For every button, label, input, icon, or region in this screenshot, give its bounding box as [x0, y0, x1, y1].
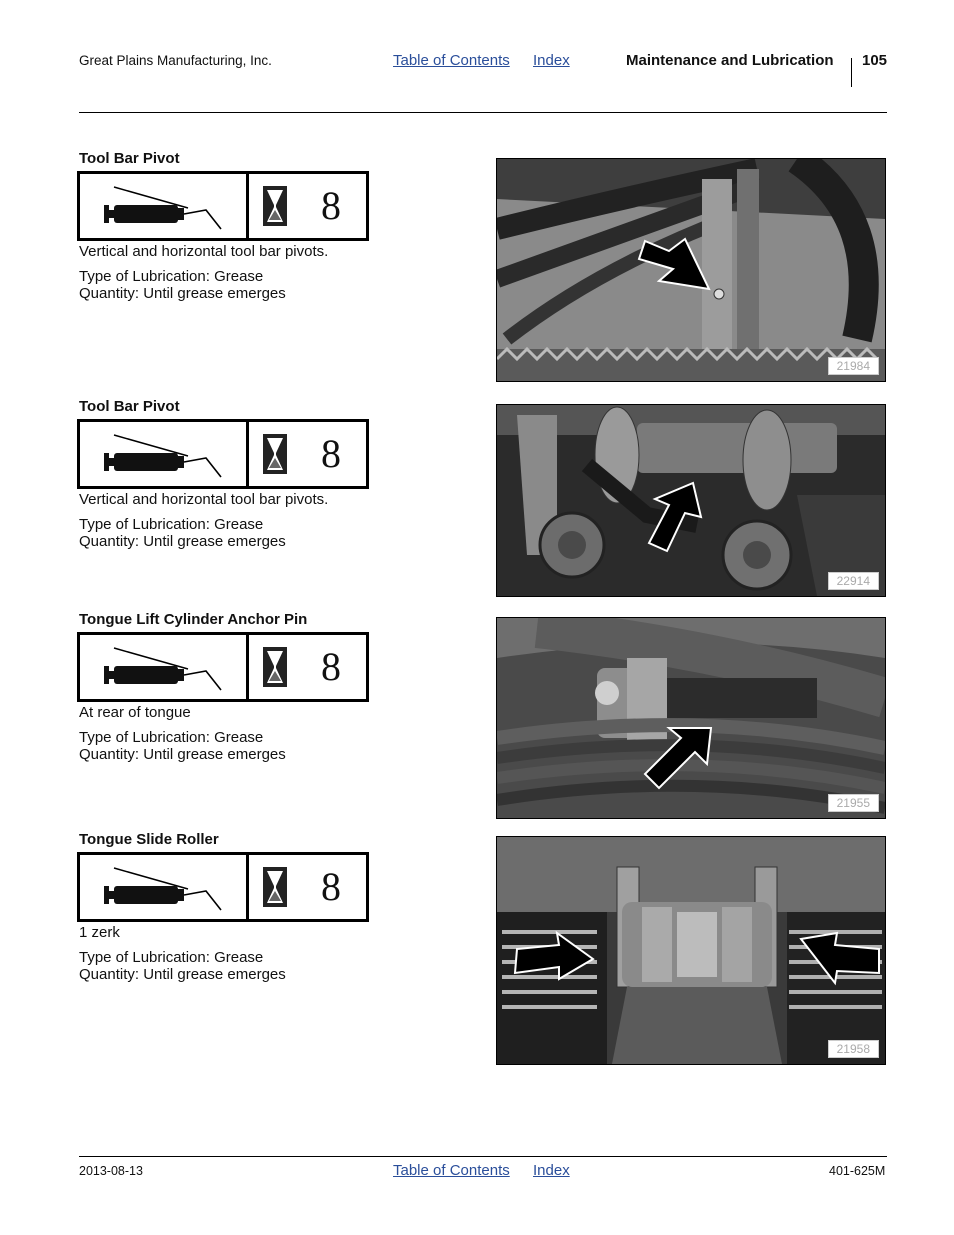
photo-image [497, 837, 885, 1064]
lubrication-symbol-box [77, 171, 369, 241]
page-number: 105 [862, 52, 888, 69]
item-title: Tongue Slide Roller [79, 831, 219, 848]
hourglass-icon [263, 867, 287, 907]
interval-hours: 8 [321, 644, 341, 689]
company-name: Great Plains Manufacturing, Inc. [79, 53, 272, 68]
item-description: At rear of tongue [79, 704, 191, 721]
header-toc-link[interactable]: Table of Contents [393, 52, 510, 69]
figure-number: 21955 [828, 794, 879, 812]
footer-toc-link[interactable]: Table of Contents [393, 1162, 510, 1179]
figure-number: 22914 [828, 572, 879, 590]
lubrication-quantity: Quantity: Until grease emerges [79, 285, 286, 302]
header-rule [79, 112, 887, 113]
photo-image [497, 618, 885, 818]
header-divider [851, 58, 852, 87]
item-title: Tongue Lift Cylinder Anchor Pin [79, 611, 308, 628]
grease-gun-icon [80, 635, 246, 699]
publication-date: 2013-08-13 [79, 1164, 143, 1178]
lubrication-type: Type of Lubrication: Grease [79, 268, 264, 285]
interval-cell [249, 422, 366, 486]
grease-gun-icon [80, 855, 246, 919]
interval-hours: 8 [321, 431, 341, 476]
item-title: Tool Bar Pivot [79, 398, 180, 415]
footer-rule [79, 1156, 887, 1157]
hourglass-icon [263, 186, 287, 226]
header-index-link[interactable]: Index [533, 52, 570, 69]
lubrication-symbol-box [77, 852, 369, 922]
lubrication-type: Type of Lubrication: Grease [79, 949, 264, 966]
grease-gun-cell [80, 855, 249, 919]
interval-cell [249, 635, 366, 699]
figure-photo [496, 617, 886, 819]
grease-gun-icon [80, 422, 246, 486]
item-title: Tool Bar Pivot [79, 150, 180, 167]
lubrication-quantity: Quantity: Until grease emerges [79, 533, 286, 550]
footer-index-link[interactable]: Index [533, 1162, 570, 1179]
grease-gun-cell [80, 422, 249, 486]
photo-image [497, 159, 885, 381]
lubrication-symbol-box [77, 632, 369, 702]
lubrication-quantity: Quantity: Until grease emerges [79, 746, 286, 763]
lubrication-symbol-box [77, 419, 369, 489]
hourglass-icon [263, 647, 287, 687]
section-title: Maintenance and Lubrication [626, 52, 834, 69]
figure-photo [496, 404, 886, 597]
grease-gun-icon [80, 174, 246, 238]
grease-gun-cell [80, 174, 249, 238]
item-description: Vertical and horizontal tool bar pivots. [79, 491, 329, 508]
item-description: 1 zerk [79, 924, 120, 941]
interval-hours: 8 [321, 183, 341, 228]
grease-gun-cell [80, 635, 249, 699]
document-number: 401-625M [829, 1164, 886, 1178]
lubrication-type: Type of Lubrication: Grease [79, 516, 264, 533]
figure-photo [496, 836, 886, 1065]
figure-number: 21984 [828, 357, 879, 375]
lubrication-quantity: Quantity: Until grease emerges [79, 966, 286, 983]
interval-cell [249, 174, 366, 238]
hourglass-icon [263, 434, 287, 474]
interval-hours: 8 [321, 864, 341, 909]
item-description: Vertical and horizontal tool bar pivots. [79, 243, 329, 260]
figure-photo [496, 158, 886, 382]
photo-image [497, 405, 885, 596]
figure-number: 21958 [828, 1040, 879, 1058]
interval-cell [249, 855, 366, 919]
lubrication-type: Type of Lubrication: Grease [79, 729, 264, 746]
